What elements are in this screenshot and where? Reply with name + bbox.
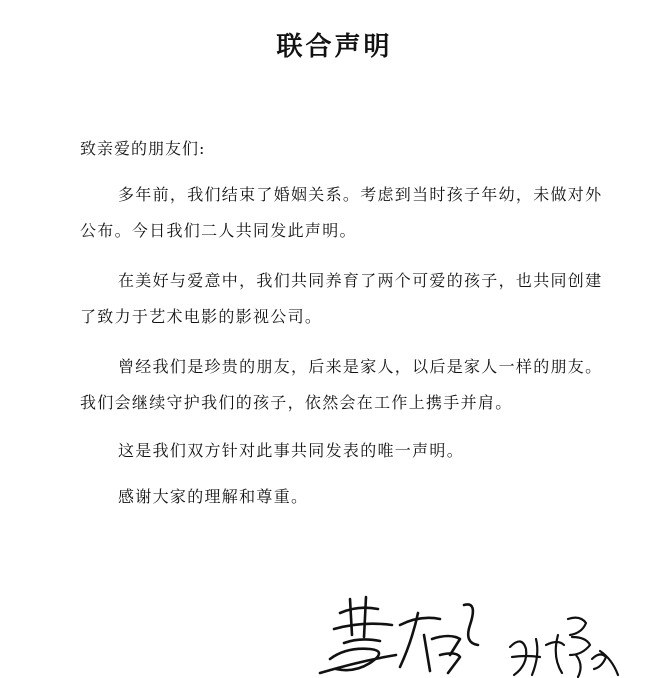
handwritten-signatures (300, 585, 640, 678)
paragraph-4: 这是我们双方针对此事共同发表的唯一声明。 (118, 441, 465, 460)
paragraph-3: 曾经我们是珍贵的朋友，后来是家人，以后是家人一样的朋友。我们会继续守护我们的孩子，依然会在工作上携手并肩。 (80, 357, 603, 412)
paragraph-1: 多年前，我们结束了婚姻关系。考虑到当时孩子年幼，未做对外公布。今日我们二人共同发此声明。 (80, 185, 603, 240)
greeting: 致亲爱的朋友们: (80, 139, 206, 158)
signature-2 (510, 618, 618, 677)
paragraph-5: 感谢大家的理解和尊重。 (118, 487, 309, 506)
signature-1 (320, 597, 478, 673)
paragraph-2: 在美好与爱意中，我们共同养育了两个可爱的孩子，也共同创建了致力于艺术电影的影视公司。 (80, 271, 603, 326)
document-title: 联合声明 (276, 32, 393, 62)
